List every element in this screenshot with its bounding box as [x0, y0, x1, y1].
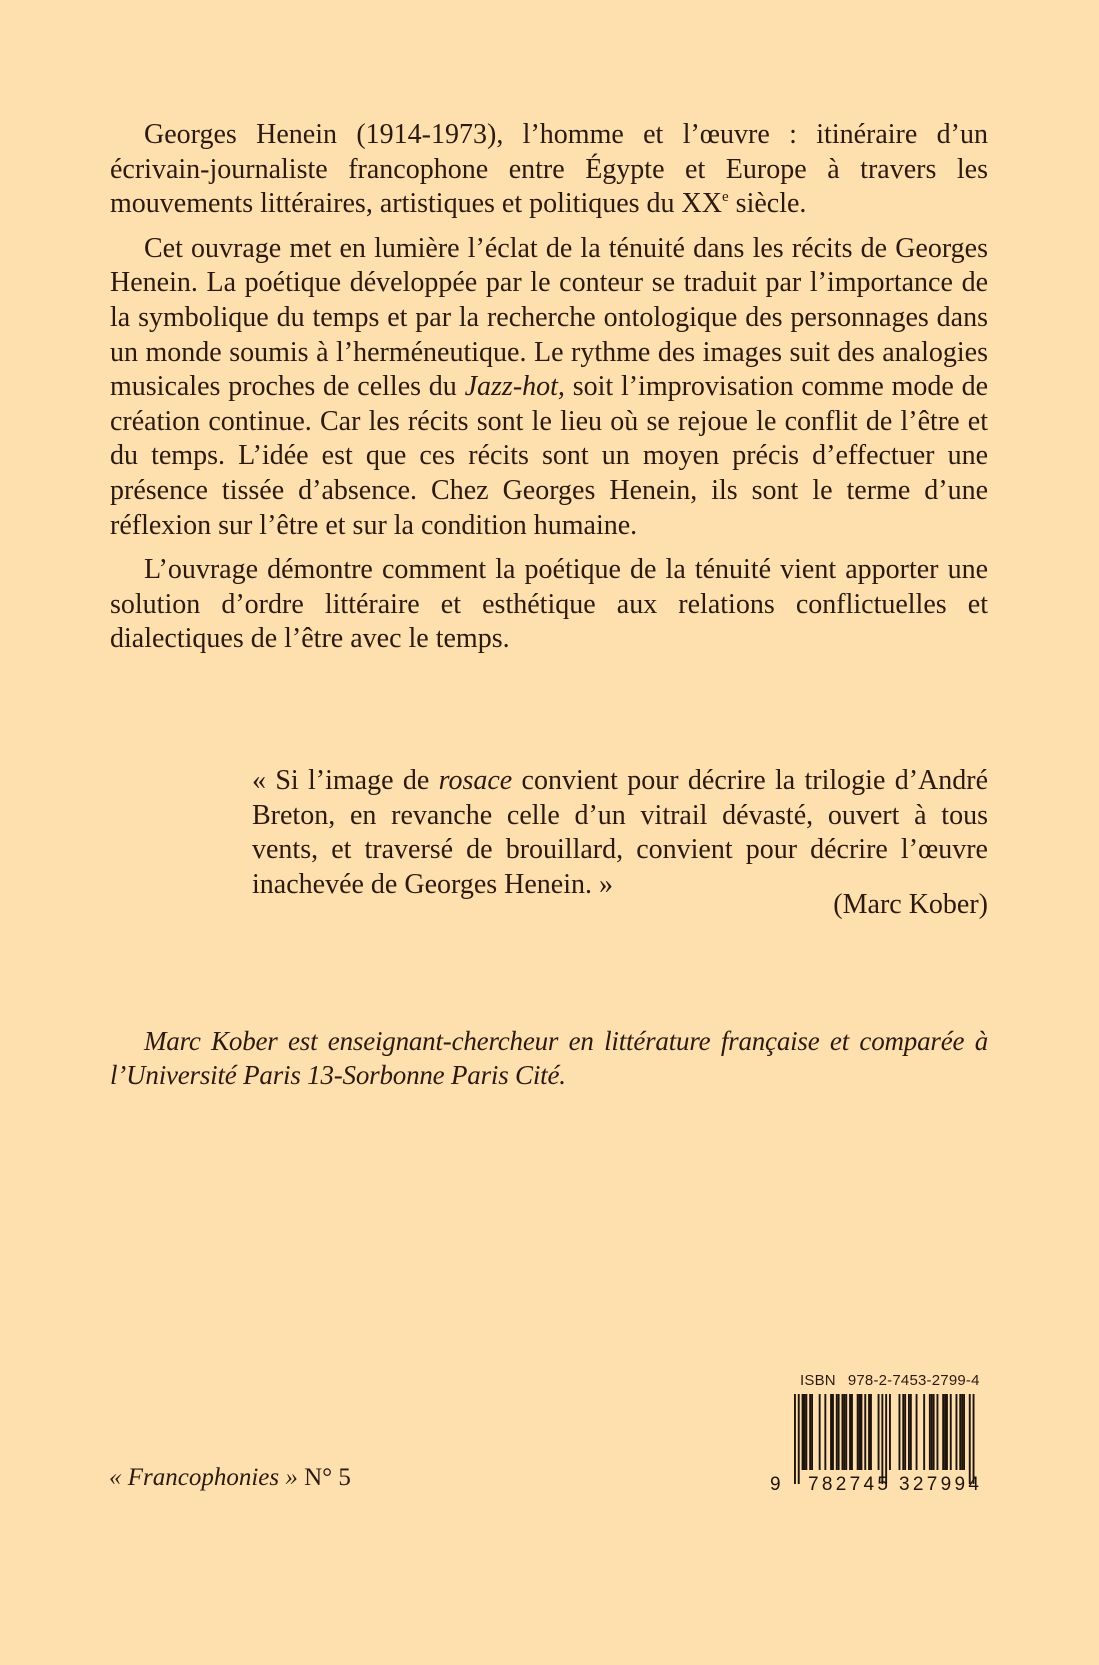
barcode-bar [923, 1394, 925, 1470]
barcode-bar [963, 1394, 965, 1470]
barcode-bar [824, 1394, 826, 1470]
barcode-bar [861, 1394, 863, 1470]
barcode-left-digits: 782745 [808, 1474, 888, 1495]
isbn-label [800, 1372, 980, 1389]
barcode-bar [933, 1394, 935, 1470]
barcode-bar [805, 1394, 807, 1470]
barcode-bar [902, 1394, 904, 1470]
barcode-bar [908, 1394, 910, 1470]
barcode-bar [973, 1394, 975, 1484]
barcode-bar [842, 1394, 844, 1470]
author-bio-text: Marc Kober est enseignant-chercheur en littérature française et comparée à l’Université Paris 13-Sorbonne Paris Cité. [110, 1026, 988, 1090]
barcode-right-digits: 327994 [899, 1474, 979, 1495]
barcode-bar [843, 1394, 845, 1470]
barcode-bar [937, 1394, 939, 1470]
barcode-bar [794, 1394, 796, 1484]
barcode-bar [804, 1394, 806, 1470]
barcode-bar [944, 1394, 946, 1470]
barcode-bar [819, 1394, 821, 1470]
barcode-bar [811, 1394, 813, 1470]
barcode-bar [881, 1394, 883, 1484]
barcode-bar [904, 1394, 906, 1470]
barcode-bar [832, 1394, 834, 1470]
quote-attribution: (Marc Kober) [833, 889, 988, 920]
barcode-bar [889, 1394, 891, 1470]
barcode-bar [931, 1394, 933, 1470]
description-text-end: soit l’improvisation comme mode de création continue. Car les récits sont le lieu où se rejoue le conflit de l’être et du temps. L’idée est que ces récits sont un moyen précis d’effectuer une présence tissée d’absence. Chez Georges Henein, ils sont le terme d’une réflexion sur l’être et sur la condition humaine. [110, 371, 989, 541]
barcode-bar [857, 1394, 859, 1470]
isbn-barcode-block [770, 1372, 1018, 1495]
rosace-italic: rosace [438, 765, 513, 796]
barcode-bar [916, 1394, 918, 1470]
barcode-bars [794, 1394, 975, 1484]
barcode-bar [868, 1394, 870, 1470]
barcode-bar [845, 1394, 847, 1470]
barcode-bar [859, 1394, 861, 1470]
barcode-bar [864, 1394, 866, 1470]
barcode-bar [836, 1394, 838, 1470]
barcode-bar [851, 1394, 853, 1470]
description-paragraph [110, 232, 988, 543]
intro-text-end: siècle. [728, 188, 807, 220]
barcode-bar [878, 1394, 880, 1470]
epigraph-quote [252, 764, 988, 902]
barcode-bar [885, 1394, 887, 1484]
barcode-bar [838, 1394, 840, 1470]
isbn-prefix: ISBN [800, 1372, 836, 1389]
barcode-bar [942, 1394, 944, 1470]
barcode-bar [830, 1394, 832, 1470]
description-text: Cet ouvrage met en lumière l’éclat de la ténuité dans les récits de Georges Henein. La poétique développée par le conteur se traduit par l’importance de la symbolique du temps et par la recherche ontologique des personnages dans un monde soumis à l’herméneutique. Le rythme des images suit des analogies musicales proches de celles du [110, 232, 988, 403]
quote-text: « Si l’image de [252, 765, 439, 796]
intro-paragraph [110, 118, 988, 222]
century-superscript: e [722, 189, 729, 206]
author-bio [110, 1024, 988, 1092]
intro-text: Georges Henein (1914-1973), l’homme et l’œuvre : itinéraire d’un écrivain-journaliste francophone entre Égypte et Europe à travers les mouvements littéraires, artistiques et politiques du XX [110, 119, 988, 220]
barcode-bar [969, 1394, 971, 1484]
series-name: « Francophonies » [109, 1464, 298, 1491]
back-cover-blurb [110, 118, 988, 657]
barcode-bar [946, 1394, 948, 1470]
conclusion-paragraph: L’ouvrage démontre comment la poétique de la ténuité vient apporter une solution d’ordre littéraire et esthétique aux relations conflictuelles et dialectiques de l’être avec le temps. [110, 554, 988, 655]
series-label [109, 1464, 351, 1492]
barcode-bar [802, 1394, 804, 1470]
barcode-bar [910, 1394, 912, 1470]
barcode-bar [798, 1394, 800, 1484]
quote-text-end: convient pour décrire la trilogie d’André Breton, en revanche celle d’un vitrail dévasté, ouvert à tous vents, et traversé de brouillard, convient pour décrire l’œuvre inachevée de Georges Henein. » [252, 765, 989, 900]
jazz-hot-italic: Jazz-hot, [464, 371, 565, 403]
barcode-bar [956, 1394, 958, 1470]
ean13-barcode [770, 1394, 1018, 1495]
barcode-bar [809, 1394, 811, 1470]
barcode-bar [899, 1394, 901, 1470]
barcode-bar [959, 1394, 961, 1470]
barcode-bar [929, 1394, 931, 1470]
isbn-number: 978-2-7453-2799-4 [847, 1372, 980, 1389]
barcode-bar [961, 1394, 963, 1470]
barcode-bar [870, 1394, 872, 1470]
series-number: N° 5 [304, 1464, 351, 1491]
barcode-bar [950, 1394, 952, 1470]
barcode-first-digit: 9 [770, 1474, 781, 1495]
barcode-bar [849, 1394, 851, 1470]
